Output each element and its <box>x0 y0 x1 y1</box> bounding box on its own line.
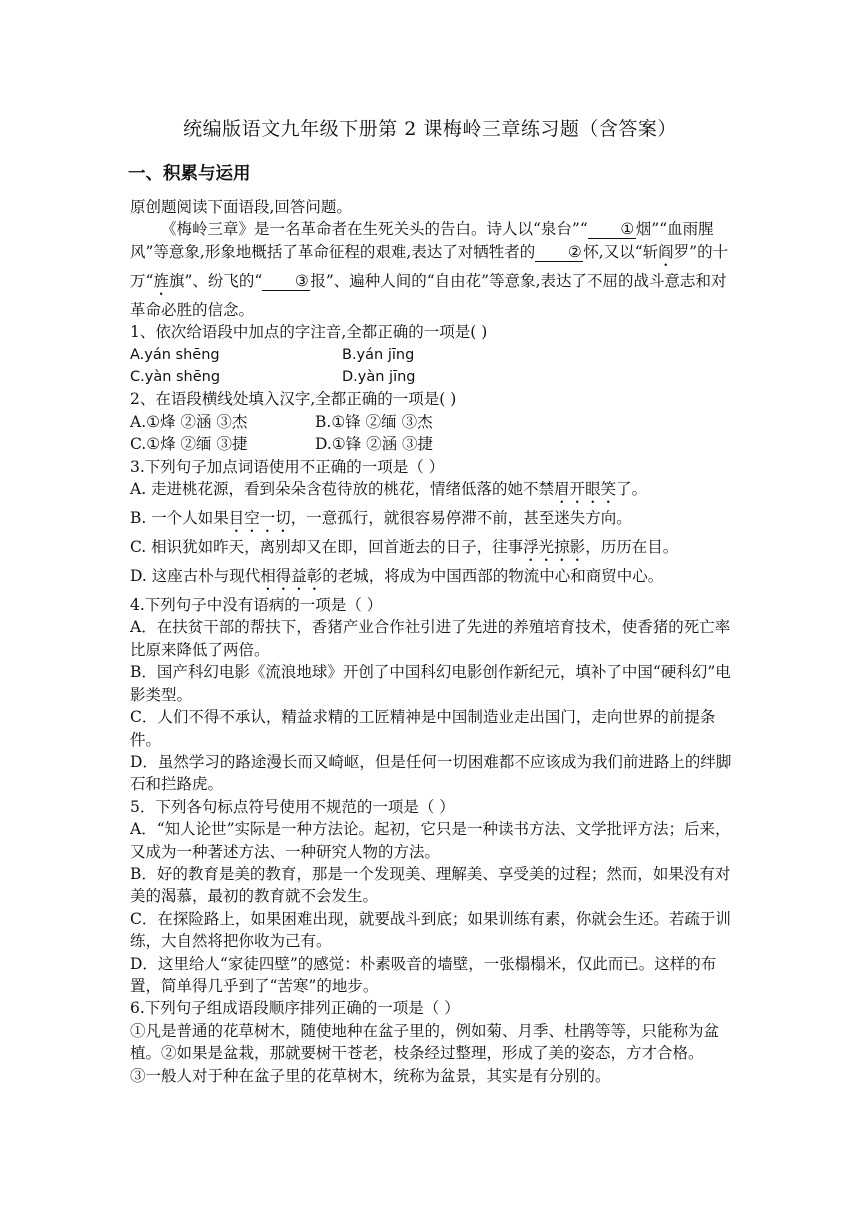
reading-passage <box>130 218 732 321</box>
document-body <box>130 196 732 1087</box>
question-1-stem: 1、依次给语段中加点的字注音,全都正确的一项是( ) <box>130 323 488 342</box>
blank-2: ② <box>535 243 583 262</box>
option-b <box>130 507 732 536</box>
sentence-3: ③一般人对于种在盆子里的花草树木，统称为盆景，其实是有分别的。 <box>130 1066 611 1085</box>
option-text: ，一意孤行，就很容易停滞不前，甚至迷失方向。 <box>290 509 632 528</box>
dotted-phrase: 眉开眼笑 <box>554 480 617 499</box>
option-b: B.yán jīng <box>342 346 415 363</box>
passage-text: 《梅岭三章》是一名革命者在生死关头的告白。诗人以“泉台”“ <box>161 220 588 239</box>
option-text: 了。 <box>616 480 648 499</box>
question-2-stem: 2、在语段横线处填入汉字,全都正确的一项是( ) <box>130 390 457 409</box>
passage-text: 烟”“血雨腥风”等意象,形象地概括了革命征程的艰难,表达了对牺牲者的 <box>130 220 714 261</box>
option-b: B．国产科幻电影《流浪地球》开创了中国科幻电影创作新纪元，填补了中国“硬科幻”电影类型。 <box>130 663 731 704</box>
option-text: 的老城，将成为中国西部的物流中心和商贸中心。 <box>322 567 664 586</box>
section-heading: 一、积累与运用 <box>128 164 251 184</box>
option-d: D.①锋 ②涵 ③捷 <box>315 435 434 454</box>
option-text: D. 这座古朴与现代 <box>130 567 261 586</box>
question-2-options-row <box>130 433 732 455</box>
dotted-phrase: 浮光掠影 <box>523 538 586 557</box>
passage-text: 怀,又以“斩 <box>583 242 659 261</box>
option-d: D.yàn jīng <box>342 369 416 386</box>
option-a: A.①烽 ②涵 ③杰 <box>130 412 248 431</box>
option-d: D．虽然学习的路途漫长而又崎岖，但是任何一切困难都不应该成为我们前进路上的绊脚石和拦路虎。 <box>130 752 732 794</box>
dotted-phrase: 目空一切 <box>228 509 291 528</box>
blank-1: ① <box>588 220 636 239</box>
option-c: C．人们不得不承认，精益求精的工匠精神是中国制造业走出国门，走向世界的前提条件。 <box>130 708 716 749</box>
question-2-options-row <box>130 411 732 433</box>
intro-line: 原创题阅读下面语段,回答问题。 <box>130 198 352 216</box>
option-c: C.①烽 ②缅 ③捷 <box>130 435 248 454</box>
option-a <box>130 478 732 507</box>
option-text: A. 走进桃花源，看到朵朵含苞待放的桃花，情绪低落的她不禁 <box>130 480 555 499</box>
option-a: A．“知人论世”实际是一种方法论。起初，它只是一种读书方法、文学批评方法；后来，又成为一种著述方法、一种研究人物的方法。 <box>130 820 731 861</box>
option-a: A．在扶贫干部的帮扶下，香猪产业合作社引进了先进的养殖培育技术，使香猪的死亡率比原来降低了两倍。 <box>130 618 731 659</box>
question-1-options-row <box>130 366 732 388</box>
option-b: B．好的教育是美的教育，那是一个发现美、理解美、享受美的过程；然而，如果没有对美的渴慕，最初的教育就不会发生。 <box>130 864 731 906</box>
passage-text: 旗”、纷飞的“ <box>168 271 263 290</box>
question-1-options-row <box>130 344 732 366</box>
blank-3: ③ <box>262 272 310 291</box>
option-text: ，历历在目。 <box>585 538 679 557</box>
question-6-stem: 6.下列句子组成语段顺序排列正确的一项是（ ） <box>130 999 460 1018</box>
option-c: C.yàn shēng <box>130 369 221 386</box>
document-title: 统编版语文九年级下册第 2 课梅岭三章练习题（含答案） <box>183 118 677 140</box>
question-3-stem: 3.下列句子加点词语使用不正确的一项是（ ） <box>130 457 445 476</box>
passage-text: 报”、遍种人间的“自由花”等意象,表达了不屈的战斗意志和对革命必胜的信念。 <box>130 271 727 319</box>
option-c: C．在探险路上，如果困难出现，就要战斗到底；如果训练有素，你就会生还。若疏于训练，大自然将把你收为己有。 <box>130 909 731 951</box>
question-5-stem: 5．下列各句标点符号使用不规范的一项是（ ） <box>130 797 455 816</box>
option-text: C. 相识犹如昨天，离别却又在即，回首逝去的日子，往事 <box>130 538 524 557</box>
option-b: B.①锋 ②缅 ③杰 <box>315 412 433 431</box>
option-c <box>130 536 732 565</box>
question-4-stem: 4.下列句子中没有语病的一项是（ ） <box>130 596 383 615</box>
dotted-char: 旌 <box>153 271 169 290</box>
dotted-phrase: 相得益彰 <box>260 567 323 586</box>
option-d: D．这里给人“家徒四壁”的感觉：朴素吸音的墙壁，一张榻榻米，仅此而已。这样的布置，简单得几乎到了“苦寒”的地步。 <box>130 954 717 995</box>
option-text: B. 一个人如果 <box>130 509 229 528</box>
option-a: A.yán shēng <box>130 346 220 363</box>
passage-text: 罗”的十万“ <box>130 242 729 290</box>
option-d <box>130 565 732 594</box>
sentence-group: ①凡是普通的花草树木，随使地种在盆子里的，例如菊、月季、杜鹃等等，只能称为盆植。②如果是盆栽，那就要树干苍老，枝条经过整理，形成了美的姿态，方才合格。 <box>130 1021 720 1063</box>
dotted-char: 阎 <box>658 242 674 261</box>
